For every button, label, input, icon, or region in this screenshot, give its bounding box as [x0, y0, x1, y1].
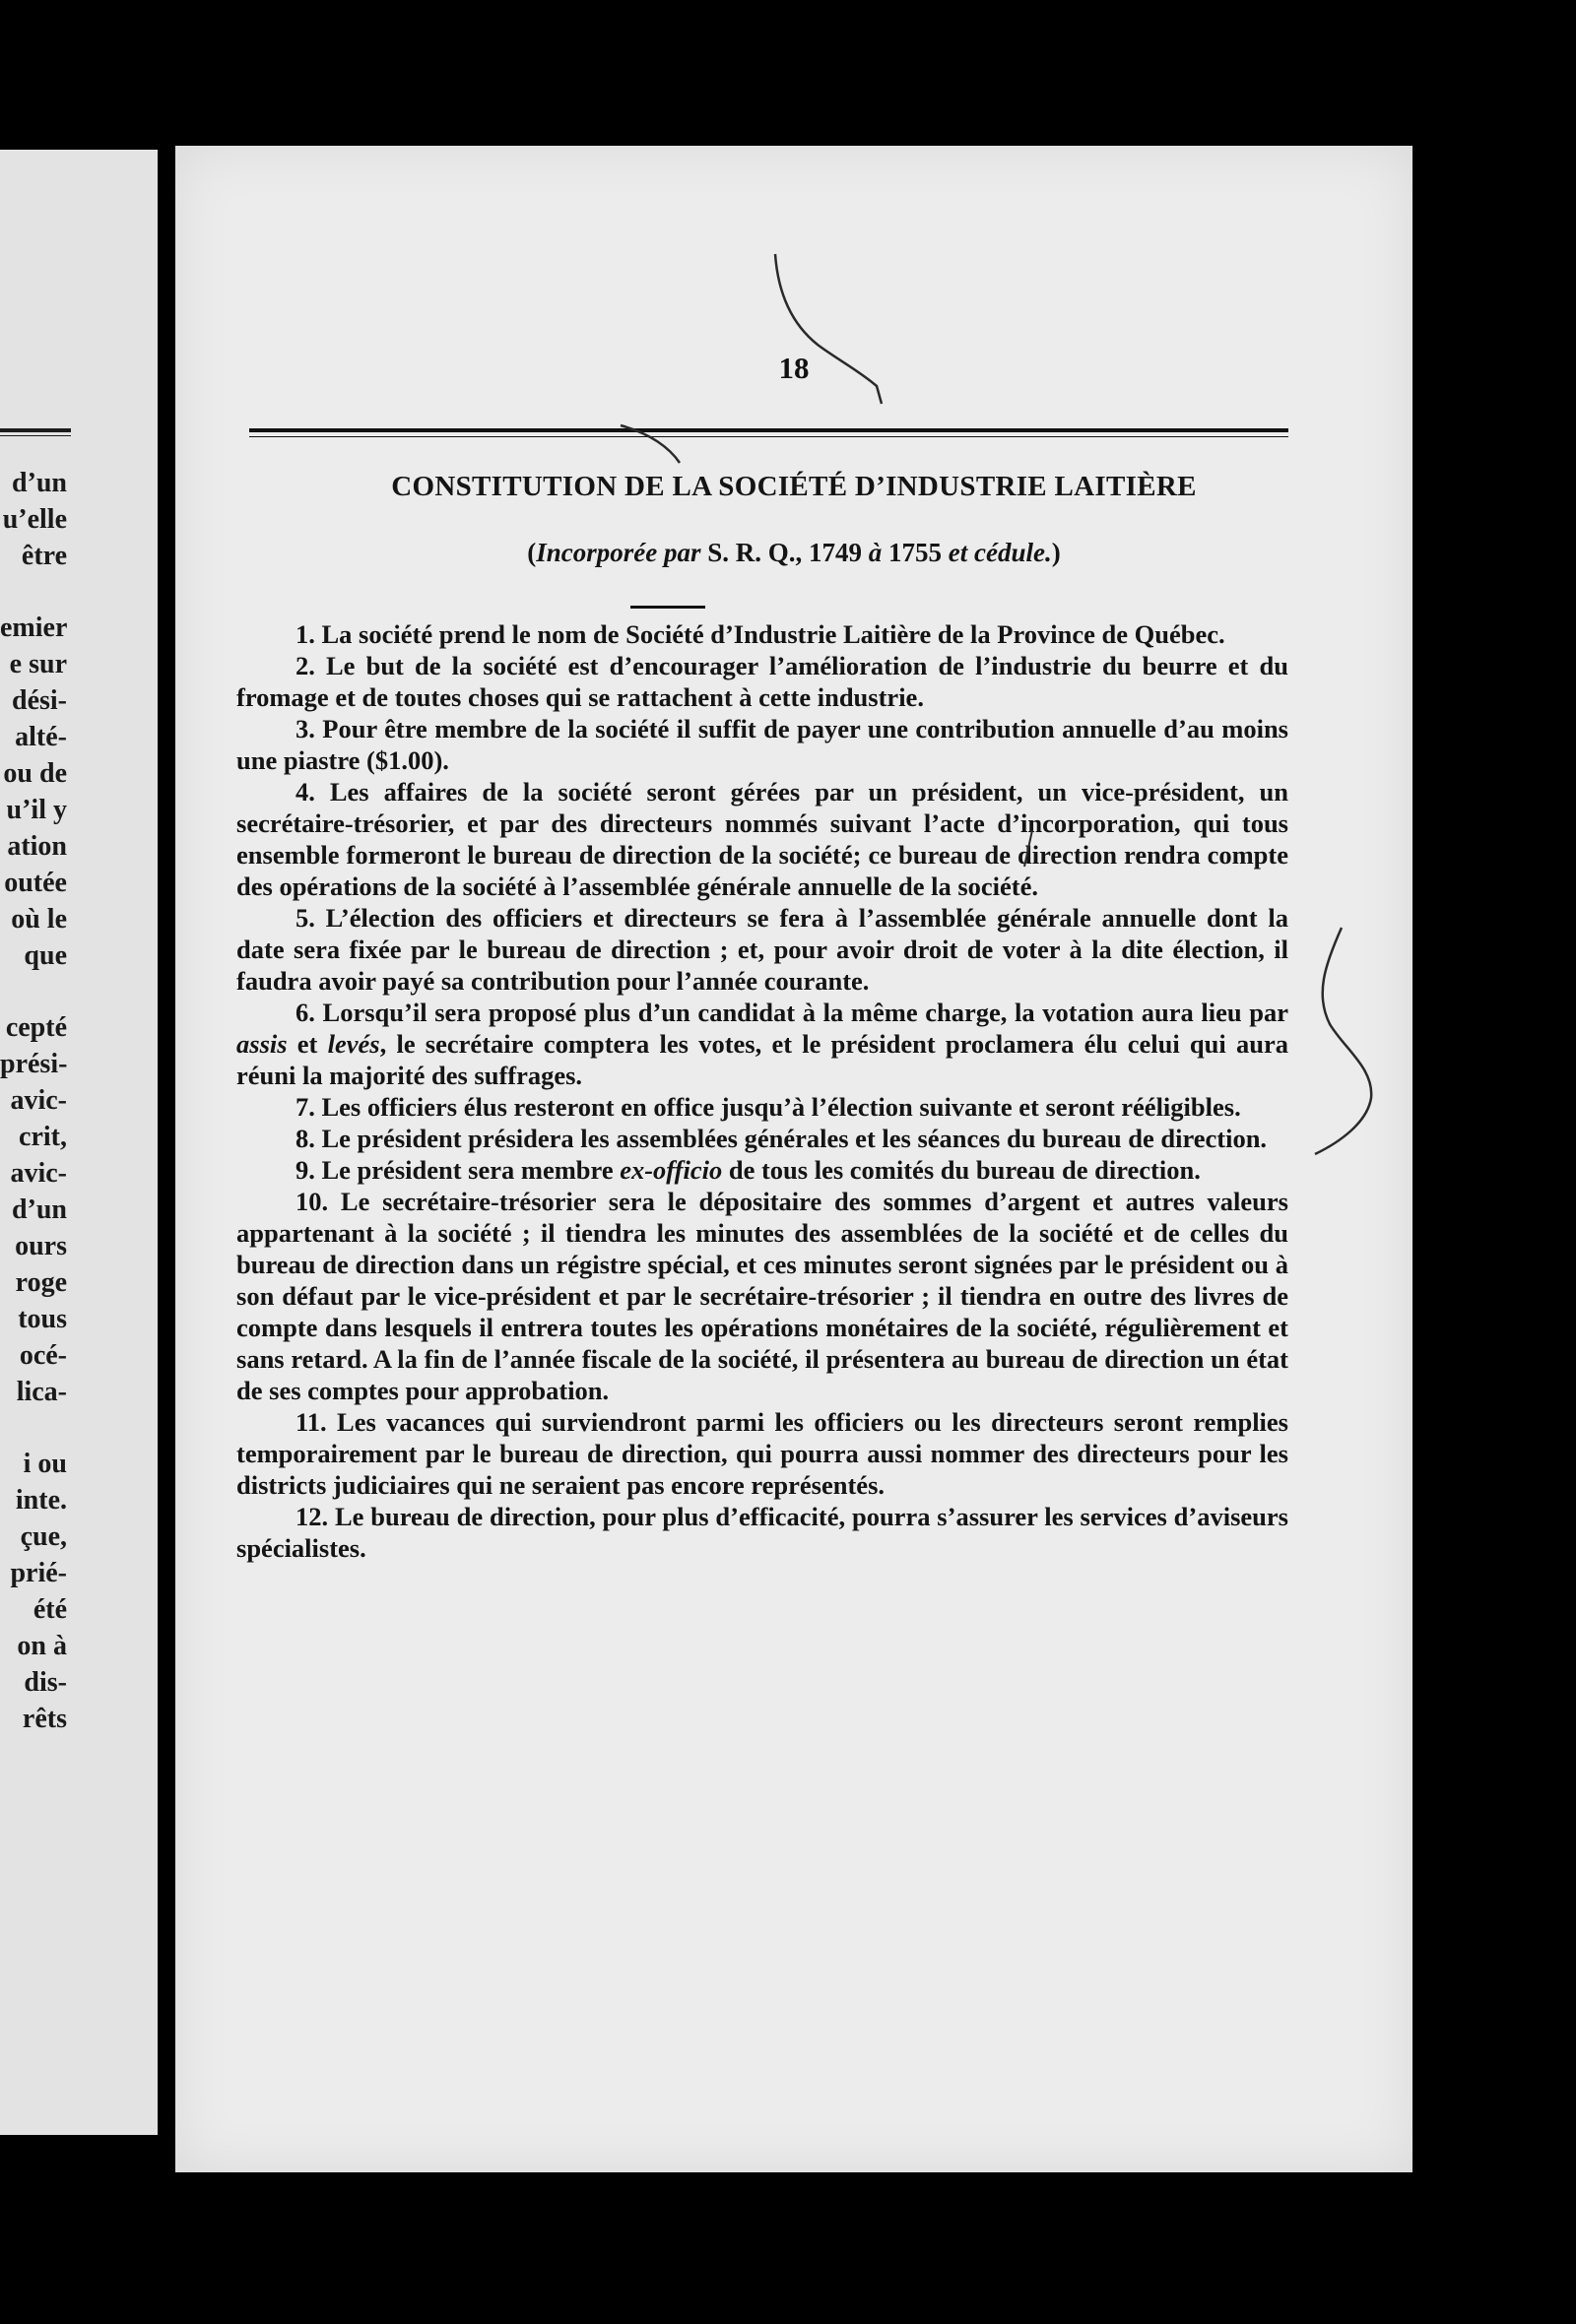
fragment-line: tous [18, 1304, 67, 1334]
article-3: 3. Pour être membre de la société il suffit de payer une contribution annuelle d’au moins une piastre ($1.00). [236, 714, 1288, 775]
fragment-line: roge [15, 1267, 67, 1298]
page-number: 18 [778, 351, 810, 385]
previous-page-fragment [0, 150, 158, 2135]
fragment-line: u’elle [2, 504, 67, 535]
article-6-leves: levés [327, 1029, 380, 1059]
fragment-line: i ou [23, 1449, 67, 1479]
fragment-line: outée [4, 868, 67, 898]
subtitle-a: à [868, 538, 883, 567]
header-double-rule [249, 428, 1288, 437]
article-6-text-c: , le secrétaire comptera les votes, et le président proclamera élu celui qui aura réuni la majorité des suffrages. [236, 1029, 1288, 1090]
fragment-line: rêts [22, 1704, 67, 1734]
fragment-line: avic- [10, 1158, 67, 1189]
document-page [175, 146, 1412, 2172]
page-title: CONSTITUTION DE LA SOCIÉTÉ D’INDUSTRIE LAITIÈRE [391, 471, 1197, 502]
article-10: 10. Le secrétaire-trésorier sera le dépositaire des sommes d’argent et autres valeurs appartenant à la société ; il tiendra les minutes des assemblées de la société et de celles du bureau de direction dans un régistre spécial, et ces minutes seront signées par le président ou à son défaut par le vice-président et par le secrétaire-trésorier ; il tiendra en outre des livres de compte dans lesquels il entrera toutes les opérations monétaires de la société, régulièrement et sans retard. A la fin de l’année fiscale de la société, il présentera au bureau de direction un état de ses comptes pour approbation. [236, 1187, 1288, 1405]
fragment-line: prié- [10, 1558, 67, 1588]
fragment-line: ou de [3, 758, 67, 789]
fragment-line: prési- [0, 1049, 67, 1079]
article-5: 5. L’élection des officiers et directeurs se fera à l’assemblée générale annuelle dont la date sera fixée par le bureau de direction ; et, pour avoir droit de voter à la dite élection, il faudra avoir payé sa contribution pour l’année courante. [236, 903, 1288, 996]
article-6-text-b: et [287, 1029, 328, 1059]
article-12: 12. Le bureau de direction, pour plus d’efficacité, pourra s’assurer les services d’aviseurs spécialistes. [236, 1502, 1288, 1563]
fragment-line: d’un [11, 468, 67, 498]
fragment-line: être [21, 541, 67, 571]
fragment-line: alté- [15, 722, 67, 752]
fragment-line: avic- [10, 1085, 67, 1116]
fragment-line: u’il y [6, 795, 67, 825]
previous-page-text [0, 465, 67, 1737]
article-4: 4. Les affaires de la société seront gérées par un président, un vice-président, un secrétaire-trésorier, et par des directeurs nommés suivant l’acte d’incorporation, qui tous ensemble formeront le bureau de direction de la société; ce bureau de direction rendra compte des opérations de la société à l’assemblée générale annuelle de la société. [236, 777, 1288, 901]
article-1: 1. La société prend le nom de Société d’Industrie Laitière de la Province de Québec. [296, 619, 1225, 649]
subtitle-years: 1755 [882, 538, 949, 567]
fragment-line: été [33, 1594, 67, 1625]
subtitle-open-paren: ( [527, 538, 537, 567]
fragment-line: d’un [11, 1194, 67, 1225]
fragment-line: dis- [24, 1667, 67, 1698]
article-6-assis: assis [236, 1029, 288, 1059]
article-7: 7. Les officiers élus resteront en office jusqu’à l’élection suivante et seront rééligibles. [296, 1092, 1241, 1122]
fragment-line: ation [7, 831, 67, 862]
fragment-line: dési- [12, 685, 67, 716]
fragment-line: e sur [9, 649, 67, 679]
fragment-line: où le [11, 904, 67, 935]
constitution-articles [236, 618, 1288, 1564]
fragment-line: çue, [20, 1521, 67, 1552]
article-9-ex-officio: ex-officio [620, 1155, 723, 1185]
article-9 [236, 1154, 1288, 1186]
previous-page-rule [0, 428, 71, 436]
fragment-line: que [24, 940, 67, 971]
subtitle-close-paren: ) [1051, 538, 1061, 567]
fragment-line: crit, [19, 1122, 67, 1152]
subtitle-reference: S. R. Q., 1749 [700, 538, 869, 567]
fragment-line: océ- [19, 1340, 67, 1371]
article-6-text-a: 6. Lorsqu’il sera proposé plus d’un candidat à la même charge, la votation aura lieu par [296, 998, 1288, 1027]
article-2: 2. Le but de la société est d’encourager l’amélioration de l’industrie du beurre et du fromage et de toutes choses qui se rattachent à cette industrie. [236, 651, 1288, 712]
subtitle-cedule: et cédule. [948, 538, 1052, 567]
fragment-line: lica- [16, 1377, 67, 1407]
fragment-line: emier [0, 613, 67, 643]
article-9-text-b: de tous les comités du bureau de direction. [722, 1155, 1201, 1185]
fragment-line: on à [17, 1631, 67, 1661]
article-8: 8. Le président présidera les assemblées générales et les séances du bureau de direction. [296, 1124, 1268, 1153]
article-9-text-a: 9. Le président sera membre [296, 1155, 621, 1185]
fragment-line: inte. [15, 1485, 67, 1516]
page-subtitle [175, 538, 1412, 568]
subtitle-incorporee: Incorporée par [536, 538, 701, 567]
article-6 [236, 997, 1288, 1091]
fragment-line: cepté [5, 1012, 67, 1043]
title-separator-rule [630, 606, 705, 609]
article-11: 11. Les vacances qui surviendront parmi les officiers ou les directeurs seront remplies temporairement par le bureau de direction, qui pourra aussi nommer des directeurs pour les districts judiciaires qui ne seraient pas encore représentés. [236, 1407, 1288, 1500]
fragment-line: ours [15, 1231, 67, 1261]
